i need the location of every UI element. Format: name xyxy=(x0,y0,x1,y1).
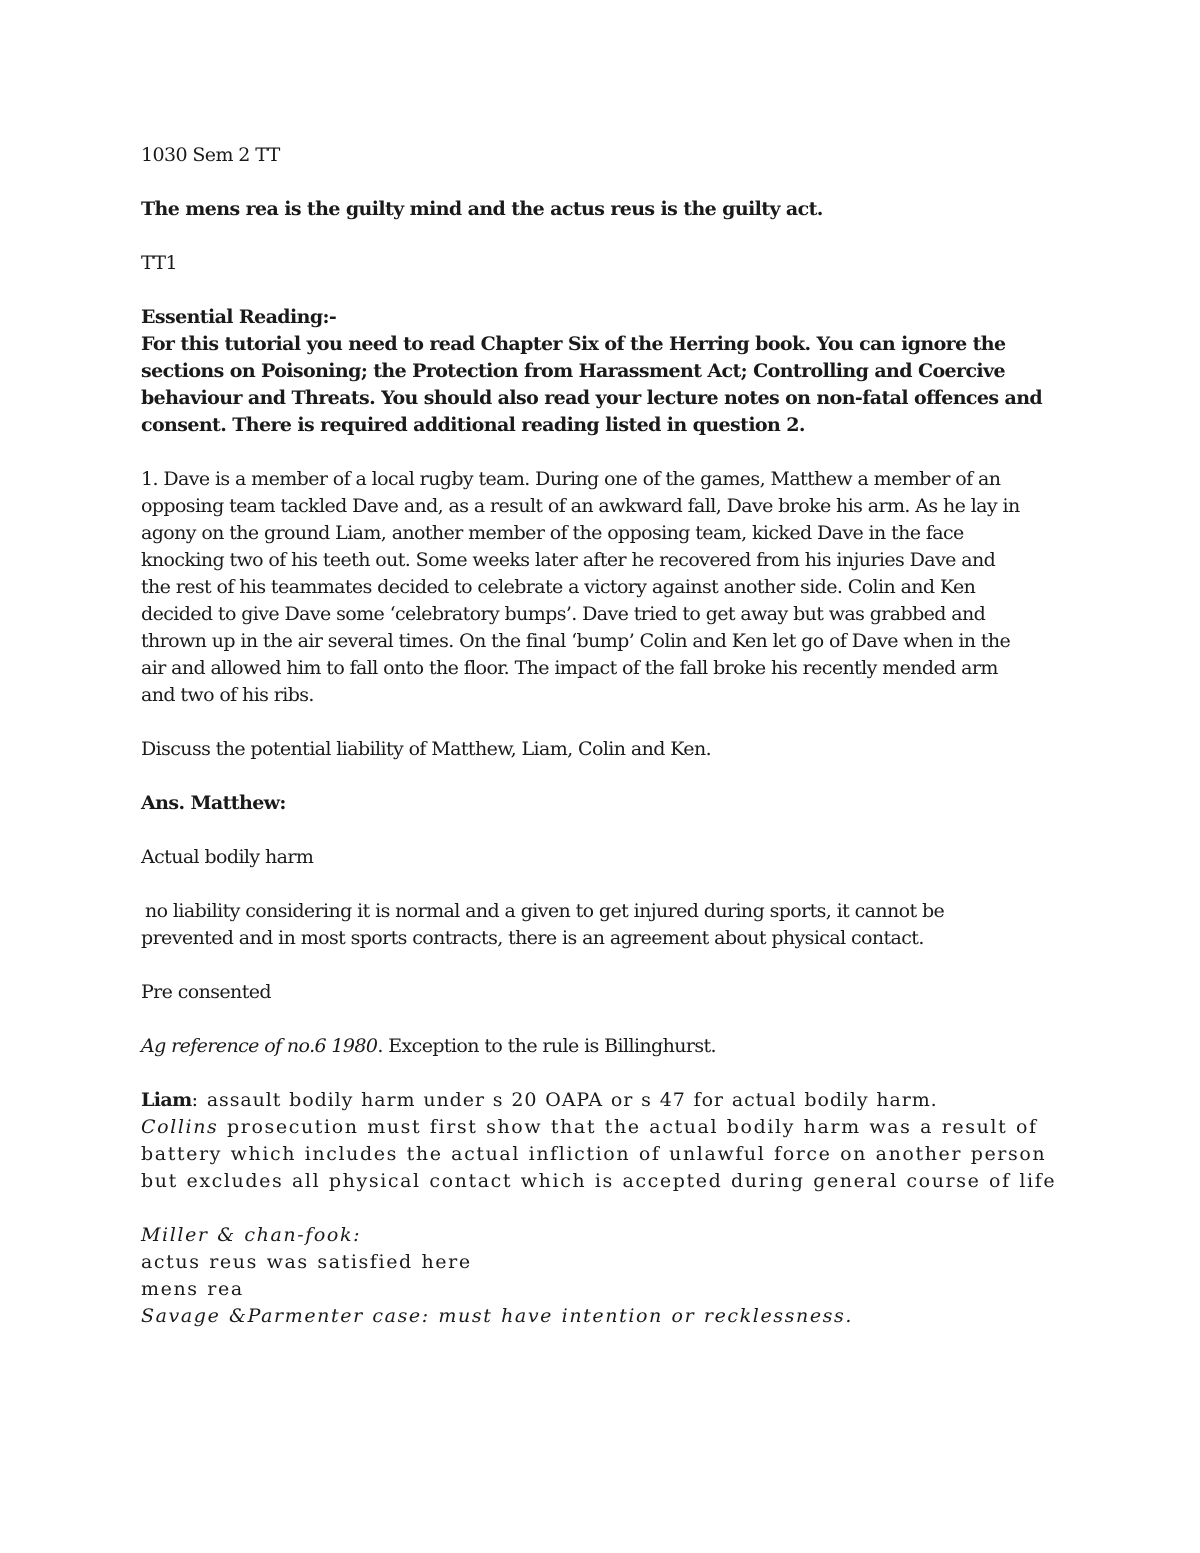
no-liability-line: no liability considering it is normal and a given to get injured during sports, it cannot be xyxy=(145,900,945,922)
actus-reus-note: actus reus was satisfied here xyxy=(141,1251,472,1273)
question-line: thrown up in the air several times. On the final ‘bump’ Colin and Ken let go of Dave when in the xyxy=(141,630,1011,652)
question-line: opposing team tackled Dave and, as a result of an awkward fall, Dave broke his arm. As he lay in xyxy=(141,495,1020,517)
reading-instructions xyxy=(141,331,1076,439)
tt-label: TT1 xyxy=(141,252,177,274)
collins-line-2: battery which includes the actual infliction of unlawful force on another person xyxy=(141,1143,1047,1165)
ag-reference-rest: . Exception to the rule is Billinghurst. xyxy=(377,1035,716,1057)
discuss-prompt: Discuss the potential liability of Matthew, Liam, Colin and Ken. xyxy=(141,738,712,760)
ag-reference-case: Ag reference of no.6 1980 xyxy=(141,1035,378,1057)
miller-case: Miller & chan-fook: xyxy=(141,1224,362,1246)
definition-text: The mens rea is the guilty mind and the actus reus is the guilty act. xyxy=(141,198,823,220)
liam-text: : assault bodily harm under s 20 OAPA or s 47 for actual bodily harm. xyxy=(191,1089,938,1111)
question-line: the rest of his teammates decided to celebrate a victory against another side. Colin and Ken xyxy=(141,576,976,598)
mens-rea-note: mens rea xyxy=(141,1278,244,1300)
reading-line: consent. There is required additional reading listed in question 2. xyxy=(141,414,805,436)
collins-case: Collins xyxy=(141,1116,219,1138)
reading-line: sections on Poisoning; the Protection from Harassment Act; Controlling and Coercive xyxy=(141,360,1005,382)
savage-case: Savage &Parmenter case: must have intention or recklessness. xyxy=(141,1305,854,1327)
doc-header: 1030 Sem 2 TT xyxy=(141,144,280,166)
no-liability-line: prevented and in most sports contracts, there is an agreement about physical contact. xyxy=(141,927,924,949)
collins-line xyxy=(141,1114,1076,1141)
answer-heading: Ans. Matthew: xyxy=(141,792,286,814)
abh-label: Actual bodily harm xyxy=(141,846,314,868)
question-line: decided to give Dave some ‘celebratory bumps’. Dave tried to get away but was grabbed and xyxy=(141,603,986,625)
liam-label: Liam xyxy=(141,1089,192,1111)
reading-line: For this tutorial you need to read Chapter Six of the Herring book. You can ignore the xyxy=(141,333,1006,355)
miller-section xyxy=(141,1222,1076,1330)
reading-heading: Essential Reading:- xyxy=(141,306,337,328)
question-line: knocking two of his teeth out. Some weeks later after he recovered from his injuries Dave and xyxy=(141,549,996,571)
collins-line-3: but excludes all physical contact which is accepted during general course of life xyxy=(141,1170,1057,1192)
question-1 xyxy=(141,466,1076,709)
collins-text: prosecution must first show that the actual bodily harm was a result of xyxy=(218,1116,1038,1138)
reading-line: behaviour and Threats. You should also read your lecture notes on non-fatal offences and xyxy=(141,387,1043,409)
question-line: and two of his ribs. xyxy=(141,684,314,706)
document-page xyxy=(141,142,1076,1330)
question-line: air and allowed him to fall onto the floor. The impact of the fall broke his recently mended arm xyxy=(141,657,998,679)
pre-consented: Pre consented xyxy=(141,981,271,1003)
liam-section xyxy=(141,1087,1076,1195)
liam-line xyxy=(141,1087,1076,1114)
question-line: 1. Dave is a member of a local rugby team. During one of the games, Matthew a member of an xyxy=(141,468,1001,490)
no-liability-paragraph xyxy=(141,898,1076,952)
question-line: agony on the ground Liam, another member of the opposing team, kicked Dave in the face xyxy=(141,522,964,544)
ag-reference xyxy=(141,1033,1076,1060)
